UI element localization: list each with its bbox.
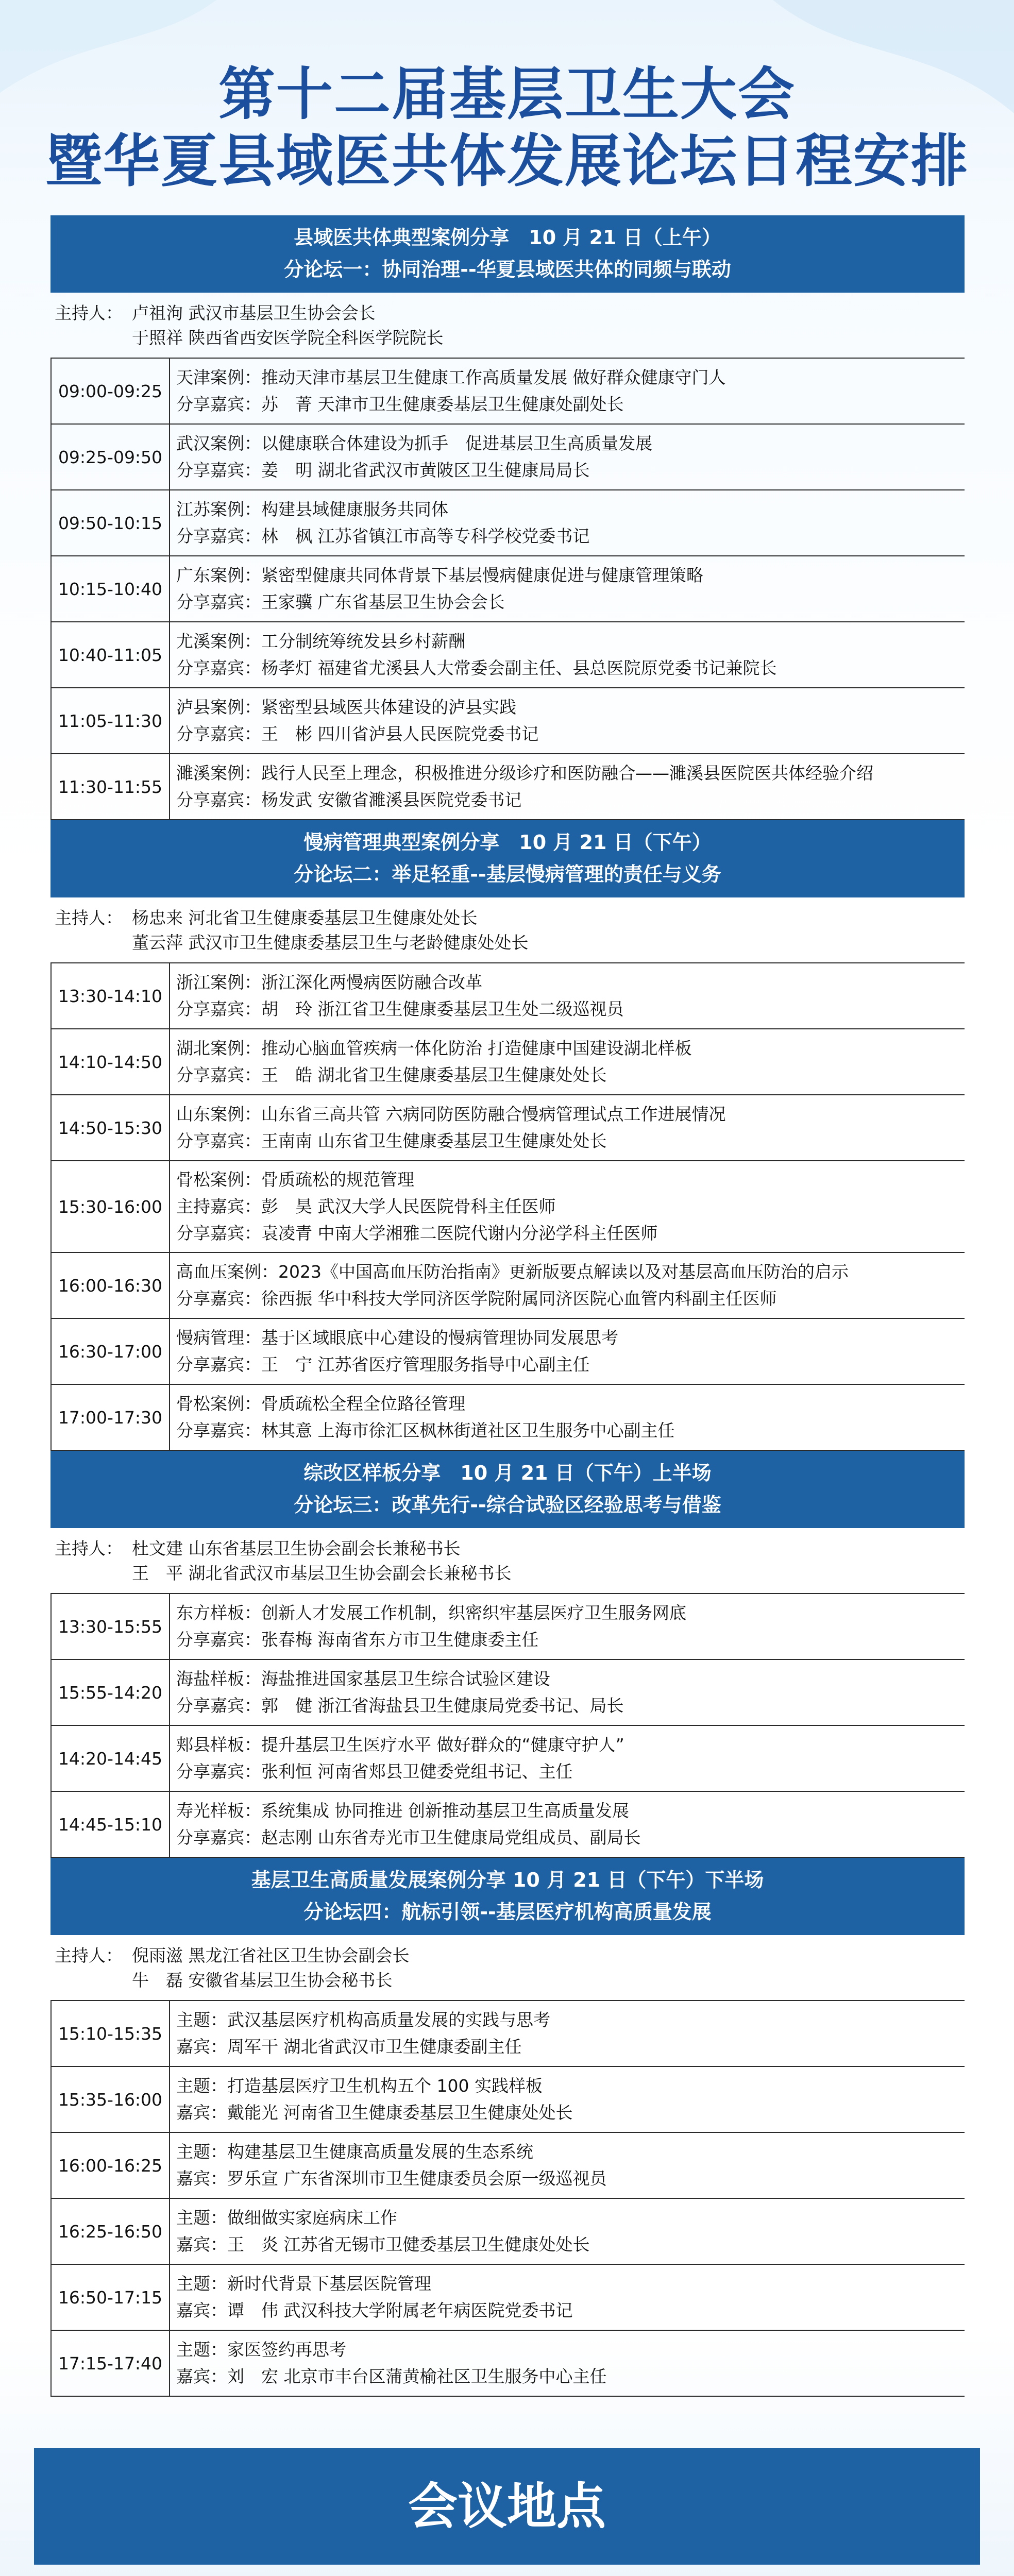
talk-details bbox=[170, 2133, 965, 2198]
session-date-heading: 县域医共体典型案例分享 10 月 21 日（上午） bbox=[294, 226, 721, 249]
session-banner bbox=[50, 820, 965, 897]
talk-details bbox=[170, 1319, 965, 1384]
forum-title: 分论坛三：改革先行--综合试验区经验思考与借鉴 bbox=[294, 1494, 721, 1516]
host-name: 卢祖洵 武汉市基层卫生协会会长 bbox=[132, 303, 376, 323]
time-slot: 17:00-17:30 bbox=[52, 1385, 170, 1450]
schedule-row bbox=[52, 556, 965, 622]
schedule-row bbox=[52, 490, 965, 556]
talk-speaker: 嘉宾：刘 宏 北京市丰台区蒲黄榆社区卫生服务中心主任 bbox=[176, 2366, 607, 2386]
session-hosts bbox=[50, 1528, 965, 1594]
schedule-table bbox=[50, 2001, 965, 2397]
talk-speaker: 分享嘉宾：姜 明 湖北省武汉市黄陂区卫生健康局局长 bbox=[176, 460, 590, 480]
schedule-table bbox=[50, 359, 965, 820]
talk-speaker: 嘉宾：周军干 湖北省武汉市卫生健康委副主任 bbox=[176, 2037, 522, 2057]
schedule-row bbox=[52, 622, 965, 688]
host-label: 主持人： bbox=[55, 303, 123, 323]
time-slot: 13:30-14:10 bbox=[52, 963, 170, 1028]
schedule-row bbox=[52, 1385, 965, 1451]
talk-speaker: 分享嘉宾：王南南 山东省卫生健康委基层卫生健康处处长 bbox=[176, 1131, 607, 1151]
time-slot: 14:45-15:10 bbox=[52, 1792, 170, 1857]
venue-heading: 会议地点 bbox=[34, 2448, 980, 2565]
talk-speaker: 分享嘉宾：赵志刚 山东省寿光市卫生健康局党组成员、副局长 bbox=[176, 1827, 641, 1848]
talk-topic: 主题：打造基层医疗卫生机构五个 100 实践样板 bbox=[176, 2076, 543, 2096]
talk-speaker: 分享嘉宾：王 皓 湖北省卫生健康委基层卫生健康处处长 bbox=[176, 1065, 607, 1085]
time-slot: 10:15-10:40 bbox=[52, 556, 170, 621]
page-header bbox=[0, 61, 1014, 195]
talk-details bbox=[170, 622, 965, 687]
time-slot: 16:30-17:00 bbox=[52, 1319, 170, 1384]
talk-details bbox=[170, 1385, 965, 1450]
session-1 bbox=[50, 215, 965, 820]
host-name: 王 平 湖北省武汉市基层卫生协会副会长兼秘书长 bbox=[132, 1563, 512, 1583]
talk-topic: 广东案例：紧密型健康共同体背景下基层慢病健康促进与健康管理策略 bbox=[176, 565, 703, 585]
talk-details bbox=[170, 1792, 965, 1857]
talk-speaker: 分享嘉宾：张春梅 海南省东方市卫生健康委主任 bbox=[176, 1630, 539, 1650]
talk-details bbox=[170, 2001, 965, 2066]
session-hosts bbox=[50, 293, 965, 359]
talk-details bbox=[170, 1029, 965, 1094]
talk-details bbox=[170, 1253, 965, 1318]
talk-speaker: 分享嘉宾：张利恒 河南省郏县卫健委党组书记、主任 bbox=[176, 1761, 573, 1782]
talk-speaker: 嘉宾：谭 伟 武汉科技大学附属老年病医院党委书记 bbox=[176, 2300, 573, 2320]
schedule-row bbox=[52, 1029, 965, 1095]
talk-details bbox=[170, 2265, 965, 2330]
schedule-row bbox=[52, 1319, 965, 1385]
schedule-row bbox=[52, 2001, 965, 2067]
talk-details bbox=[170, 1161, 965, 1252]
talk-details bbox=[170, 2067, 965, 2132]
talk-topic: 高血压案例：2023《中国高血压防治指南》更新版要点解读以及对基层高血压防治的启示 bbox=[176, 1262, 849, 1282]
schedule-row bbox=[52, 2265, 965, 2331]
talk-speaker: 嘉宾：罗乐宣 广东省深圳市卫生健康委员会原一级巡视员 bbox=[176, 2168, 607, 2189]
talk-speaker: 分享嘉宾：苏 菁 天津市卫生健康委基层卫生健康处副处长 bbox=[176, 394, 624, 414]
time-slot: 16:25-16:50 bbox=[52, 2199, 170, 2264]
forum-title: 分论坛二：举足轻重--基层慢病管理的责任与义务 bbox=[294, 863, 721, 886]
forum-title: 分论坛一：协同治理--华夏县域医共体的同频与联动 bbox=[284, 258, 731, 281]
schedule-panel bbox=[50, 215, 965, 2397]
page-title-line1: 第十二届基层卫生大会 bbox=[218, 61, 796, 127]
talk-details bbox=[170, 2199, 965, 2264]
talk-details bbox=[170, 2331, 965, 2396]
schedule-row bbox=[52, 1660, 965, 1726]
schedule-table bbox=[50, 963, 965, 1451]
talk-topic: 骨松案例：骨质疏松的规范管理 bbox=[176, 1170, 414, 1190]
schedule-row bbox=[52, 1253, 965, 1319]
schedule-table bbox=[50, 1594, 965, 1858]
schedule-row bbox=[52, 425, 965, 490]
time-slot: 17:15-17:40 bbox=[52, 2331, 170, 2396]
talk-speaker: 分享嘉宾：王家骥 广东省基层卫生协会会长 bbox=[176, 592, 505, 612]
session-banner bbox=[50, 215, 965, 293]
talk-details bbox=[170, 1095, 965, 1160]
time-slot: 16:50-17:15 bbox=[52, 2265, 170, 2330]
talk-topic: 主题：新时代背景下基层医院管理 bbox=[176, 2274, 431, 2294]
talk-topic: 主题：做细做实家庭病床工作 bbox=[176, 2208, 397, 2228]
talk-topic: 慢病管理：基于区域眼底中心建设的慢病管理协同发展思考 bbox=[176, 1328, 618, 1348]
schedule-row bbox=[52, 688, 965, 754]
time-slot: 10:40-11:05 bbox=[52, 622, 170, 687]
talk-details bbox=[170, 359, 965, 423]
host-name: 倪雨滋 黑龙江省社区卫生协会副会长 bbox=[132, 1945, 410, 1965]
talk-details bbox=[170, 754, 965, 819]
schedule-row bbox=[52, 754, 965, 820]
schedule-row bbox=[52, 1792, 965, 1858]
host-name: 于照祥 陕西省西安医学院全科医学院院长 bbox=[132, 328, 444, 348]
time-slot: 16:00-16:25 bbox=[52, 2133, 170, 2198]
talk-speaker: 分享嘉宾：王 宁 江苏省医疗管理服务指导中心副主任 bbox=[176, 1354, 590, 1375]
schedule-row bbox=[52, 2067, 965, 2133]
talk-topic: 海盐样板：海盐推进国家基层卫生综合试验区建设 bbox=[176, 1669, 550, 1689]
talk-speaker: 分享嘉宾：杨孝灯 福建省尤溪县人大常委会副主任、县总医院原党委书记兼院长 bbox=[176, 658, 777, 678]
host-name: 董云萍 武汉市卫生健康委基层卫生与老龄健康处处长 bbox=[132, 933, 529, 953]
talk-details bbox=[170, 1660, 965, 1725]
talk-topic: 郏县样板：提升基层卫生医疗水平 做好群众的“健康守护人” bbox=[176, 1735, 624, 1755]
talk-topic: 泸县案例：紧密型县域医共体建设的泸县实践 bbox=[176, 697, 516, 717]
time-slot: 09:50-10:15 bbox=[52, 490, 170, 555]
talk-speaker: 分享嘉宾：袁凌青 中南大学湘雅二医院代谢内分泌学科主任医师 bbox=[176, 1223, 658, 1243]
time-slot: 11:30-11:55 bbox=[52, 754, 170, 819]
session-hosts bbox=[50, 897, 965, 963]
schedule-row bbox=[52, 2133, 965, 2199]
page-title-line2: 暨华夏县域医共体发展论坛日程安排 bbox=[45, 128, 969, 194]
session-date-heading: 综改区样板分享 10 月 21 日（下午）上半场 bbox=[303, 1462, 712, 1484]
talk-speaker: 分享嘉宾：徐西振 华中科技大学同济医学院附属同济医院心血管内科副主任医师 bbox=[176, 1289, 777, 1309]
schedule-row bbox=[52, 359, 965, 425]
host-label: 主持人： bbox=[55, 1945, 123, 1965]
session-date-heading: 慢病管理典型案例分享 10 月 21 日（下午） bbox=[303, 831, 712, 854]
talk-topic: 东方样板：创新人才发展工作机制，织密织牢基层医疗卫生服务网底 bbox=[176, 1603, 686, 1623]
talk-details bbox=[170, 1726, 965, 1791]
time-slot: 09:00-09:25 bbox=[52, 359, 170, 423]
session-date-heading: 基层卫生高质量发展案例分享 10 月 21 日（下午）下半场 bbox=[251, 1869, 764, 1891]
time-slot: 15:35-16:00 bbox=[52, 2067, 170, 2132]
schedule-row bbox=[52, 1161, 965, 1253]
time-slot: 15:30-16:00 bbox=[52, 1161, 170, 1252]
session-banner bbox=[50, 1451, 965, 1528]
schedule-row bbox=[52, 2199, 965, 2265]
talk-topic: 天津案例：推动天津市基层卫生健康工作高质量发展 做好群众健康守门人 bbox=[176, 367, 726, 387]
schedule-row bbox=[52, 963, 965, 1029]
session-3 bbox=[50, 1451, 965, 1858]
talk-details bbox=[170, 963, 965, 1028]
time-slot: 11:05-11:30 bbox=[52, 688, 170, 753]
talk-topic: 主题：武汉基层医疗机构高质量发展的实践与思考 bbox=[176, 2010, 550, 2030]
time-slot: 09:25-09:50 bbox=[52, 425, 170, 489]
talk-speaker: 分享嘉宾：杨发武 安徽省濉溪县医院党委书记 bbox=[176, 790, 522, 810]
talk-topic: 濉溪案例：践行人民至上理念，积极推进分级诊疗和医防融合——濉溪县医院医共体经验介绍 bbox=[176, 763, 873, 783]
talk-moderator: 主持嘉宾：彭 昊 武汉大学人民医院骨科主任医师 bbox=[176, 1196, 556, 1216]
talk-topic: 江苏案例：构建县域健康服务共同体 bbox=[176, 499, 448, 519]
talk-speaker: 分享嘉宾：王 彬 四川省泸县人民医院党委书记 bbox=[176, 724, 539, 744]
talk-topic: 主题：构建基层卫生健康高质量发展的生态系统 bbox=[176, 2142, 533, 2162]
talk-details bbox=[170, 425, 965, 489]
talk-speaker: 分享嘉宾：郭 健 浙江省海盐县卫生健康局党委书记、局长 bbox=[176, 1696, 624, 1716]
talk-topic: 主题：家医签约再思考 bbox=[176, 2340, 346, 2360]
talk-topic: 尤溪案例：工分制统筹统发县乡村薪酬 bbox=[176, 631, 465, 651]
schedule-row bbox=[52, 2331, 965, 2397]
schedule-row bbox=[52, 1726, 965, 1792]
time-slot: 15:10-15:35 bbox=[52, 2001, 170, 2066]
time-slot: 14:20-14:45 bbox=[52, 1726, 170, 1791]
host-name: 杜文建 山东省基层卫生协会副会长兼秘书长 bbox=[132, 1538, 461, 1558]
talk-topic: 寿光样板：系统集成 协同推进 创新推动基层卫生高质量发展 bbox=[176, 1801, 629, 1821]
schedule-row bbox=[52, 1095, 965, 1161]
talk-topic: 武汉案例：以健康联合体建设为抓手 促进基层卫生高质量发展 bbox=[176, 433, 652, 453]
talk-topic: 山东案例：山东省三高共管 六病同防医防融合慢病管理试点工作进展情况 bbox=[176, 1104, 726, 1124]
time-slot: 15:55-14:20 bbox=[52, 1660, 170, 1725]
talk-topic: 湖北案例：推动心脑血管疾病一体化防治 打造健康中国建设湖北样板 bbox=[176, 1038, 692, 1058]
talk-speaker: 嘉宾：戴能光 河南省卫生健康委基层卫生健康处处长 bbox=[176, 2103, 573, 2123]
time-slot: 14:50-15:30 bbox=[52, 1095, 170, 1160]
session-hosts bbox=[50, 1935, 965, 2001]
time-slot: 14:10-14:50 bbox=[52, 1029, 170, 1094]
talk-details bbox=[170, 490, 965, 555]
talk-speaker: 嘉宾：王 炎 江苏省无锡市卫健委基层卫生健康处处长 bbox=[176, 2234, 590, 2255]
time-slot: 16:00-16:30 bbox=[52, 1253, 170, 1318]
host-name: 杨忠来 河北省卫生健康委基层卫生健康处处长 bbox=[132, 908, 478, 928]
talk-details bbox=[170, 1594, 965, 1659]
talk-speaker: 分享嘉宾：林其意 上海市徐汇区枫林街道社区卫生服务中心副主任 bbox=[176, 1420, 675, 1440]
host-name: 牛 磊 安徽省基层卫生协会秘书长 bbox=[132, 1970, 393, 1990]
time-slot: 13:30-15:55 bbox=[52, 1594, 170, 1659]
host-label: 主持人： bbox=[55, 908, 123, 928]
session-2 bbox=[50, 820, 965, 1451]
forum-title: 分论坛四：航标引领--基层医疗机构高质量发展 bbox=[303, 1901, 712, 1923]
talk-details bbox=[170, 688, 965, 753]
session-4 bbox=[50, 1858, 965, 2397]
session-banner bbox=[50, 1858, 965, 1935]
talk-speaker: 分享嘉宾：胡 玲 浙江省卫生健康委基层卫生处二级巡视员 bbox=[176, 999, 624, 1019]
talk-topic: 浙江案例：浙江深化两慢病医防融合改革 bbox=[176, 972, 482, 992]
talk-speaker: 分享嘉宾：林 枫 江苏省镇江市高等专科学校党委书记 bbox=[176, 526, 590, 546]
talk-topic: 骨松案例：骨质疏松全程全位路径管理 bbox=[176, 1394, 465, 1414]
host-label: 主持人： bbox=[55, 1538, 123, 1558]
talk-details bbox=[170, 556, 965, 621]
schedule-row bbox=[52, 1594, 965, 1660]
